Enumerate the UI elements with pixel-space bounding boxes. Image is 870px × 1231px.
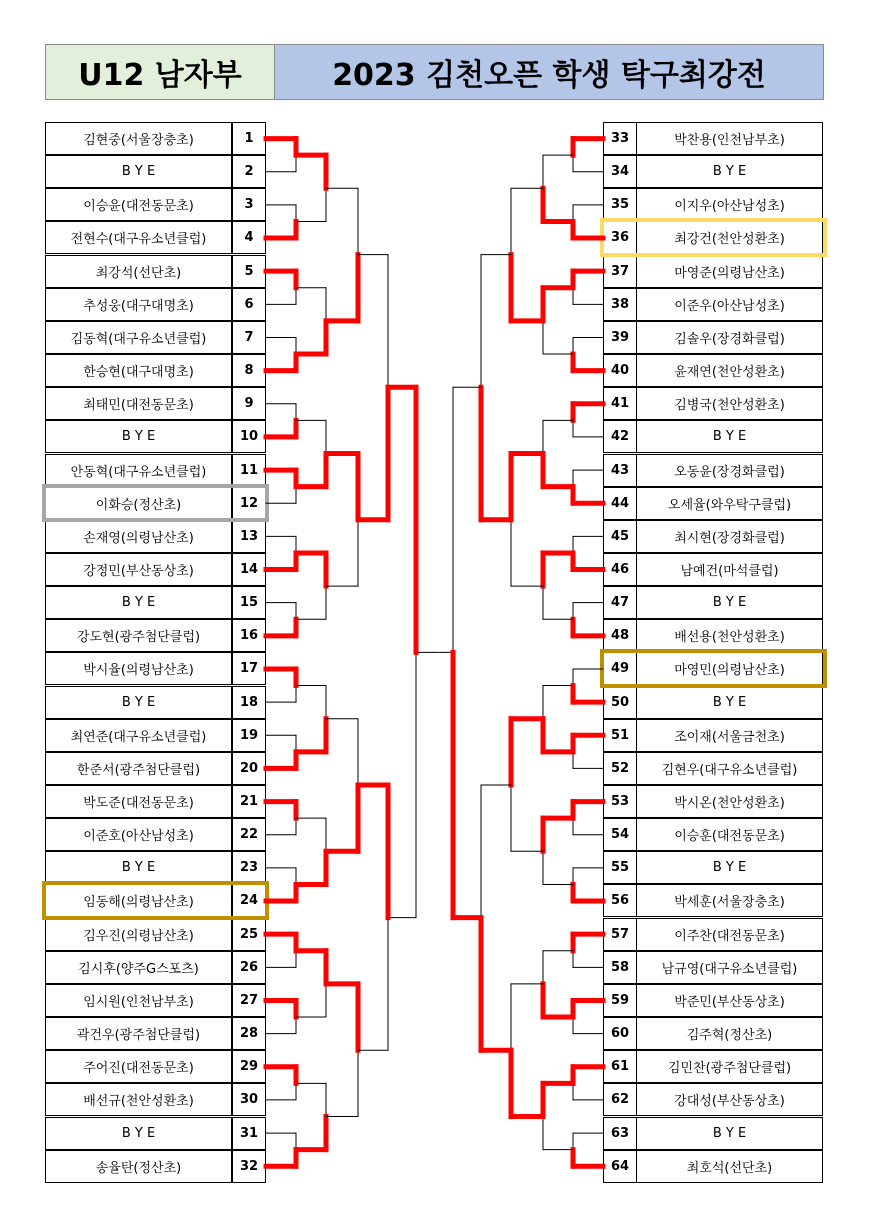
seed-number: 29 — [232, 1050, 266, 1083]
player-name: B Y E — [45, 420, 232, 453]
player-name: B Y E — [636, 586, 823, 619]
seed-number: 20 — [232, 752, 266, 785]
seed-number: 16 — [232, 619, 266, 652]
player-name: 남예건(마석클럽) — [636, 553, 823, 586]
seed-number: 54 — [603, 818, 637, 851]
seed-number: 53 — [603, 785, 637, 818]
player-name: 오동윤(장경화클럽) — [636, 454, 823, 487]
seed-number: 39 — [603, 321, 637, 354]
player-name: 김현우(대구유소년클럽) — [636, 752, 823, 785]
player-name: 추성웅(대구대명초) — [45, 288, 232, 321]
seed-number: 1 — [232, 122, 266, 155]
player-name: 한승현(대구대명초) — [45, 354, 232, 387]
seed-number: 56 — [603, 884, 637, 917]
player-name: 강도현(광주첨단클럽) — [45, 619, 232, 652]
seed-number: 50 — [603, 686, 637, 719]
seed-number: 23 — [232, 851, 266, 884]
player-name: 임시원(인천남부초) — [45, 984, 232, 1017]
seed-number: 5 — [232, 255, 266, 288]
seed-number: 22 — [232, 818, 266, 851]
player-name: B Y E — [45, 851, 232, 884]
seed-number: 37 — [603, 255, 637, 288]
player-name: 곽건우(광주첨단클럽) — [45, 1017, 232, 1050]
player-name: B Y E — [636, 1117, 823, 1150]
seed-number: 3 — [232, 188, 266, 221]
player-name: 최시현(장경화클럽) — [636, 520, 823, 553]
player-name: 강대성(부산동상초) — [636, 1083, 823, 1116]
player-name: 배선용(천안성환초) — [636, 619, 823, 652]
player-name: 윤재연(천안성환초) — [636, 354, 823, 387]
seed-number: 47 — [603, 586, 637, 619]
player-name: 김솔우(장경화클럽) — [636, 321, 823, 354]
player-name: 전현수(대구유소년클럽) — [45, 221, 232, 254]
seed-number: 8 — [232, 354, 266, 387]
seed-number: 42 — [603, 420, 637, 453]
seed-number: 58 — [603, 951, 637, 984]
seed-number: 14 — [232, 553, 266, 586]
player-name: 마영준(의령남산초) — [636, 255, 823, 288]
player-name: 김우진(의령남산초) — [45, 918, 232, 951]
player-name: 남규영(대구유소년클럽) — [636, 951, 823, 984]
seed-number: 49 — [603, 652, 637, 685]
seed-number: 35 — [603, 188, 637, 221]
seed-number: 4 — [232, 221, 266, 254]
player-name: 박준민(부산동상초) — [636, 984, 823, 1017]
player-name: B Y E — [45, 155, 232, 188]
seed-number: 57 — [603, 918, 637, 951]
player-name: 김동혁(대구유소년클럽) — [45, 321, 232, 354]
player-name: 한준서(광주첨단클럽) — [45, 752, 232, 785]
seed-number: 19 — [232, 719, 266, 752]
seed-number: 52 — [603, 752, 637, 785]
player-name: 이지우(아산남성초) — [636, 188, 823, 221]
seed-number: 7 — [232, 321, 266, 354]
player-name: 박찬용(인천남부초) — [636, 122, 823, 155]
player-name: 최태민(대전동문초) — [45, 387, 232, 420]
seed-number: 33 — [603, 122, 637, 155]
player-name: 최연준(대구유소년클럽) — [45, 719, 232, 752]
tournament-title: 2023 김천오픈 학생 탁구최강전 — [274, 44, 824, 100]
seed-number: 43 — [603, 454, 637, 487]
player-name: 오세율(와우탁구클럽) — [636, 487, 823, 520]
seed-number: 36 — [603, 221, 637, 254]
player-name: 김병국(천안성환초) — [636, 387, 823, 420]
seed-number: 48 — [603, 619, 637, 652]
seed-number: 63 — [603, 1117, 637, 1150]
player-name: 안동혁(대구유소년클럽) — [45, 454, 232, 487]
seed-number: 11 — [232, 454, 266, 487]
seed-number: 15 — [232, 586, 266, 619]
seed-number: 12 — [232, 487, 266, 520]
seed-number: 46 — [603, 553, 637, 586]
player-name: 이준우(아산남성초) — [636, 288, 823, 321]
seed-number: 28 — [232, 1017, 266, 1050]
player-name: 최강석(선단초) — [45, 255, 232, 288]
seed-number: 24 — [232, 884, 266, 917]
seed-number: 45 — [603, 520, 637, 553]
player-name: 박시율(의령남산초) — [45, 652, 232, 685]
seed-number: 32 — [232, 1150, 266, 1183]
player-name: 송율탄(정산초) — [45, 1150, 232, 1183]
player-name: B Y E — [636, 686, 823, 719]
player-name: B Y E — [636, 420, 823, 453]
player-name: 조이재(서울금천초) — [636, 719, 823, 752]
player-name: 이승윤(대전동문초) — [45, 188, 232, 221]
seed-number: 21 — [232, 785, 266, 818]
seed-number: 41 — [603, 387, 637, 420]
player-name: B Y E — [636, 851, 823, 884]
player-name: 김주혁(정산초) — [636, 1017, 823, 1050]
seed-number: 61 — [603, 1050, 637, 1083]
seed-number: 44 — [603, 487, 637, 520]
seed-number: 38 — [603, 288, 637, 321]
player-name: B Y E — [45, 686, 232, 719]
seed-number: 34 — [603, 155, 637, 188]
seed-number: 59 — [603, 984, 637, 1017]
division-title: U12 남자부 — [45, 44, 275, 100]
seed-number: 40 — [603, 354, 637, 387]
player-name: 김시후(양주G스포츠) — [45, 951, 232, 984]
player-name: 이승훈(대전동문초) — [636, 818, 823, 851]
seed-number: 51 — [603, 719, 637, 752]
seed-number: 55 — [603, 851, 637, 884]
player-name: 이화승(정산초) — [45, 487, 232, 520]
player-name: B Y E — [636, 155, 823, 188]
seed-number: 27 — [232, 984, 266, 1017]
seed-number: 62 — [603, 1083, 637, 1116]
seed-number: 60 — [603, 1017, 637, 1050]
seed-number: 30 — [232, 1083, 266, 1116]
player-name: 이준호(아산남성초) — [45, 818, 232, 851]
player-name: 박시온(천안성환초) — [636, 785, 823, 818]
seed-number: 17 — [232, 652, 266, 685]
player-name: 이주찬(대전동문초) — [636, 918, 823, 951]
player-name: 박도준(대전동문초) — [45, 785, 232, 818]
player-name: 박세훈(서울장충초) — [636, 884, 823, 917]
player-name: 강정민(부산동상초) — [45, 553, 232, 586]
seed-number: 9 — [232, 387, 266, 420]
player-name: 손재영(의령남산초) — [45, 520, 232, 553]
player-name: 배선규(천안성환초) — [45, 1083, 232, 1116]
seed-number: 31 — [232, 1117, 266, 1150]
player-name: B Y E — [45, 586, 232, 619]
seed-number: 26 — [232, 951, 266, 984]
player-name: 주어진(대전동문초) — [45, 1050, 232, 1083]
seed-number: 18 — [232, 686, 266, 719]
seed-number: 25 — [232, 918, 266, 951]
seed-number: 13 — [232, 520, 266, 553]
seed-number: 2 — [232, 155, 266, 188]
player-name: 김현중(서울장충초) — [45, 122, 232, 155]
player-name: 최강건(천안성환초) — [636, 221, 823, 254]
player-name: B Y E — [45, 1117, 232, 1150]
seed-number: 64 — [603, 1150, 637, 1183]
player-name: 김민찬(광주첨단클럽) — [636, 1050, 823, 1083]
seed-number: 6 — [232, 288, 266, 321]
player-name: 마영민(의령남산초) — [636, 652, 823, 685]
player-name: 임동해(의령남산초) — [45, 884, 232, 917]
seed-number: 10 — [232, 420, 266, 453]
player-name: 최호석(선단초) — [636, 1150, 823, 1183]
